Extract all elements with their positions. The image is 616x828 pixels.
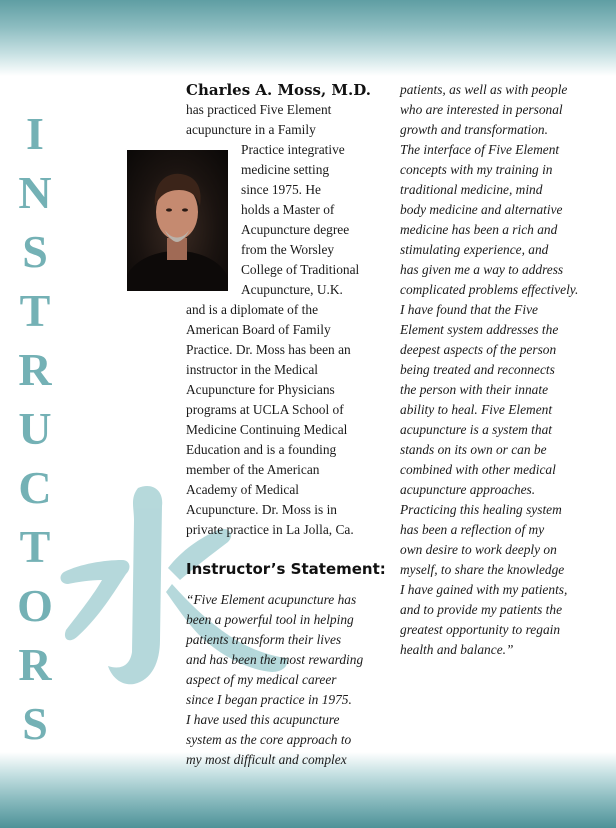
bio-line: Acupuncture degree (241, 222, 350, 237)
statement-line: I have used this acupuncture (186, 712, 340, 727)
instructor-name: Charles A. Moss, M.D. (186, 81, 371, 99)
title-letter: R (18, 344, 52, 395)
statement-line: greatest opportunity to regain (400, 622, 561, 637)
statement-line: growth and transformation. (400, 122, 548, 137)
title-letter: T (19, 521, 51, 572)
bio-line: private practice in La Jolla, Ca. (186, 522, 354, 537)
statement-text-right (400, 80, 600, 660)
statement-line: body medicine and alternative (400, 202, 563, 217)
title-letter: U (18, 403, 52, 454)
bio-line: College of Traditional (241, 262, 360, 277)
statement-line: myself, to share the knowledge (400, 562, 565, 577)
title-letter: S (22, 698, 48, 749)
statement-line: and to provide my patients the (400, 602, 563, 617)
vertical-title-instructors (12, 104, 58, 753)
bio-line: since 1975. He (241, 182, 321, 197)
title-letter: R (18, 639, 52, 690)
statement-line: and has been the most rewarding (186, 652, 364, 667)
title-letter: O (17, 580, 53, 631)
statement-line: concepts with my training in (400, 162, 553, 177)
statement-line: who are interested in personal (400, 102, 563, 117)
bio-line: Practice. Dr. Moss has been an (186, 342, 351, 357)
bio-line: programs at UCLA School of (186, 402, 344, 417)
statement-line: complicated problems effectively. (400, 282, 579, 297)
statement-line: been a powerful tool in helping (186, 612, 354, 627)
bio-line: medicine setting (241, 162, 330, 177)
statement-line: aspect of my medical career (186, 672, 337, 687)
bio-line: American Board of Family (186, 322, 331, 337)
bio-line: Academy of Medical (186, 482, 300, 497)
statement-line: I have found that the Five (400, 302, 538, 317)
bio-line: Practice integrative (241, 142, 345, 157)
bio-line: holds a Master of (241, 202, 335, 217)
bio-line: acupuncture in a Family (186, 122, 316, 137)
bio-line: and is a diplomate of the (186, 302, 319, 317)
statement-line: deepest aspects of the person (400, 342, 557, 357)
bio-line: Acupuncture, U.K. (241, 282, 343, 297)
statement-line: being treated and reconnects (400, 362, 555, 377)
bio-line: Acupuncture. Dr. Moss is in (186, 502, 338, 517)
statement-line: since I began practice in 1975. (186, 692, 352, 707)
statement-line: health and balance.” (400, 642, 514, 657)
statement-line: patients transform their lives (186, 632, 342, 647)
title-letter: I (26, 108, 44, 159)
bio-line: member of the American (186, 462, 320, 477)
statement-line: the person with their innate (400, 382, 549, 397)
statement-line: Practicing this healing system (400, 502, 562, 517)
statement-line: medicine has been a rich and (400, 222, 558, 237)
statement-line: The interface of Five Element (400, 142, 560, 157)
statement-line: system as the core approach to (186, 732, 352, 747)
bio-line: instructor in the Medical (186, 362, 319, 377)
bio-line: has practiced Five Element (186, 102, 332, 117)
instructor-bio (186, 100, 386, 540)
statement-line: my most difficult and complex (186, 752, 347, 767)
statement-text-left (186, 590, 386, 770)
statement-line: stimulating experience, and (400, 242, 549, 257)
bio-line: Education and is a founding (186, 442, 337, 457)
title-letter: S (22, 226, 48, 277)
statement-line: has been a reflection of my (400, 522, 545, 537)
statement-line: has given me a way to address (400, 262, 564, 277)
statement-line: “Five Element acupuncture has (186, 592, 357, 607)
title-letter: N (18, 167, 52, 218)
statement-line: Element system addresses the (400, 322, 559, 337)
statement-line: stands on its own or can be (400, 442, 547, 457)
statement-line: patients, as well as with people (400, 82, 568, 97)
instructor-bio-column (186, 80, 386, 540)
statement-line: ability to heal. Five Element (400, 402, 553, 417)
statement-heading: Instructor’s Statement: (186, 560, 386, 578)
statement-line: acupuncture approaches. (400, 482, 536, 497)
bio-line: from the Worsley (241, 242, 335, 257)
title-letter: T (19, 285, 51, 336)
top-gradient-band (0, 0, 616, 76)
statement-line: combined with other medical (400, 462, 556, 477)
bio-line: Medicine Continuing Medical (186, 422, 348, 437)
statement-line: traditional medicine, mind (400, 182, 543, 197)
bio-line: Acupuncture for Physicians (186, 382, 335, 397)
statement-line: acupuncture is a system that (400, 422, 552, 437)
statement-line: I have gained with my patients, (400, 582, 568, 597)
statement-line: own desire to work deeply on (400, 542, 557, 557)
title-letter: C (18, 462, 52, 513)
